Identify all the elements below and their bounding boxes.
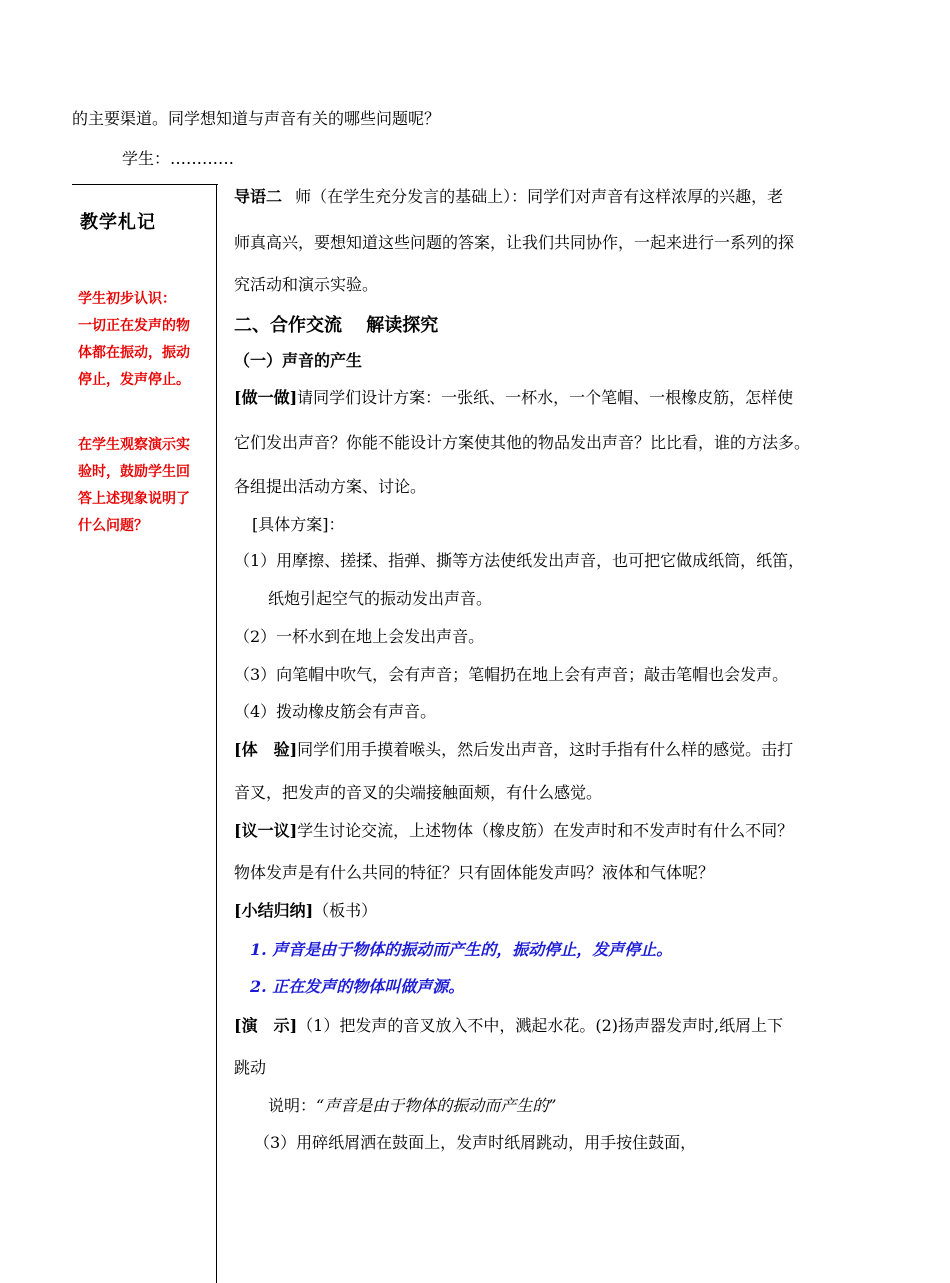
student-line: 学生：………… [122,149,235,168]
demo3-line: （3）用碎纸屑洒在鼓面上，发声时纸屑跳动，用手按住鼓面， [254,1133,697,1152]
guide2-label: 导语二 [234,187,283,206]
sub1-title: （一）声音的产生 [234,351,363,370]
doit-line-1 [234,385,793,408]
demo-label: [演 示] [234,1016,298,1035]
discuss-label: [议一议] [234,821,298,840]
plan-item-4: （4）拨动橡皮筋会有声音。 [234,702,437,721]
note-line: 学生初步认识： [78,291,176,307]
demo-line-2: 跳动 [234,1058,267,1077]
plan-item-2: （2）一杯水到在地上会发出声音。 [234,627,485,646]
summary-line [234,898,377,921]
doit-label: [做一做] [234,388,298,407]
discuss-text: 学生讨论交流，上述物体（橡皮筋）在发声时和不发声时有什么不同？ [297,821,794,840]
summary-label: [小结归纳] [234,901,314,920]
summary-item-1: 1. 声音是由于物体的振动而产生的，振动停止，发声停止。 [250,940,673,959]
plan-item-1-cont: 纸炮引起空气的振动发出声音。 [268,589,493,608]
note-line: 验时，鼓励学生回 [78,464,190,480]
demo-line-1 [234,1013,783,1036]
note-line: 体都在振动，振动 [78,345,190,361]
section2-title: 二、合作交流 解读探究 [234,315,439,336]
note-line: 什么问题？ [78,518,148,534]
sidebar-note-2 [78,432,214,540]
summary-suffix: （板书） [313,901,378,920]
note-line: 一切正在发声的物 [78,318,190,334]
plan-item-3: （3）向笔帽中吹气，会有声音；笔帽扔在地上会有声音；敲击笔帽也会发声。 [234,665,789,684]
explain-line [268,1093,556,1116]
guide2-line-1 [234,184,783,207]
doit-line-2: 它们发出声音？你能不能设计方案使其他的物品发出声音？比比看，谁的方法多。 [234,433,811,452]
guide2-line-3: 究活动和演示实验。 [234,275,379,294]
summary-item-2: 2. 正在发声的物体叫做声源。 [250,977,465,996]
exp-line-2: 音叉，把发声的音叉的尖端接触面颊，有什么感觉。 [234,783,603,802]
plan-title: [具体方案]： [252,515,345,534]
exp-text: 同学们用手摸着喉头，然后发出声音，这时手指有什么样的感觉。击打 [297,740,794,759]
note-line: 答上述现象说明了 [78,491,190,507]
explain-quote: “声音是由于物体的振动而产生的” [316,1096,557,1115]
doit-line-3: 各组提出活动方案、讨论。 [234,477,427,496]
intro-line: 的主要渠道。同学想知道与声音有关的哪些问题呢？ [72,109,441,128]
note-line: 停止，发声停止。 [78,372,190,388]
margin-top-rule [72,184,218,185]
guide2-text: 师（在学生充分发言的基础上）：同学们对声音有这样浓厚的兴趣，老 [295,187,784,206]
exp-label: [体 验] [234,740,298,759]
explain-prefix: 说明： [268,1096,317,1115]
margin-divider [216,184,217,1283]
discuss-line-1 [234,818,793,841]
note-line: 在学生观察演示实 [78,437,190,453]
plan-item-1: （1）用摩擦、搓揉、指弹、撕等方法使纸发出声音，也可把它做成纸筒，纸笛， [234,551,805,570]
guide2-line-2: 师真高兴，要想知道这些问题的答案，让我们共同协作，一起来进行一系列的探 [234,233,795,252]
discuss-line-2: 物体发声是有什么共同的特征？只有固体能发声吗？液体和气体呢？ [234,863,715,882]
sidebar-note-1 [78,286,214,394]
demo-text: （1）把发声的音叉放入不中，溅起水花。(2)扬声器发声时,纸屑上下 [297,1016,784,1035]
exp-line-1 [234,737,793,760]
doit-text: 请同学们设计方案：一张纸、一杯水，一个笔帽、一根橡皮筋，怎样使 [297,388,794,407]
sidebar-title: 教学札记 [80,212,156,233]
